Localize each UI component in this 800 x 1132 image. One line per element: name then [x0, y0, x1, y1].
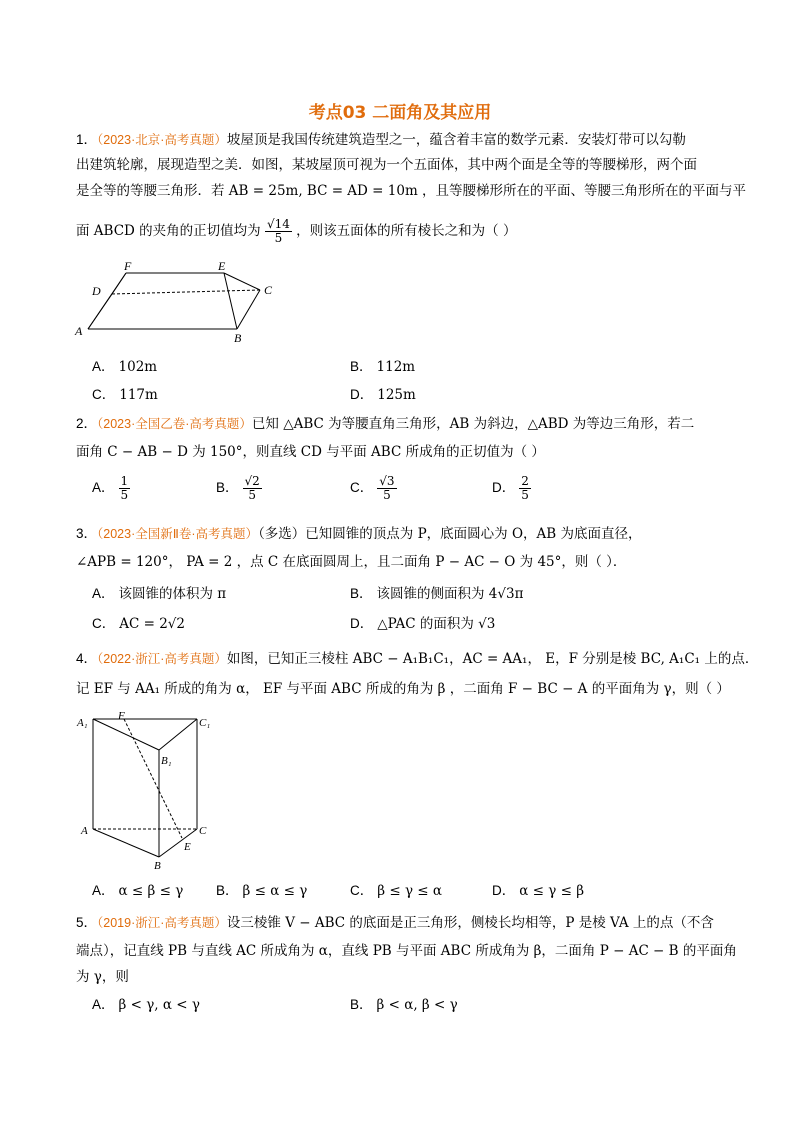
q1-option-a-text: 102m — [118, 359, 158, 375]
q4-label-c: C — [199, 825, 207, 837]
q5-option-b-label: B． — [350, 997, 373, 1012]
q1-text-1: 坡屋顶是我国传统建筑造型之一，蕴含着丰富的数学元素．安装灯带可以勾勒 — [226, 132, 686, 148]
q1-label-d: D — [92, 284, 101, 298]
q2-option-a-num: 1 — [120, 474, 129, 488]
q2-option-c-num: √3 — [379, 474, 395, 488]
q3-option-b[interactable] — [350, 584, 523, 604]
q1-label-a: A — [75, 324, 83, 338]
q1-edge-ad — [88, 294, 112, 329]
q2-option-d-num: 2 — [521, 474, 529, 488]
q1-label-c: C — [264, 283, 273, 297]
q1-label-b: B — [234, 331, 242, 345]
q2-option-c-frac — [377, 475, 396, 502]
q4-source: （2022·浙江·高考真题） — [97, 652, 227, 666]
q4-label-f: F — [118, 712, 125, 722]
q5-text-1: 设三棱锥 V − ABC 的底面是正三角形，侧棱长均相等，P 是棱 VA 上的点（不含 — [226, 915, 714, 931]
q5-option-b-text: β < α, β < γ — [376, 997, 458, 1013]
q1-option-b-text: 112m — [376, 359, 416, 375]
q4-edge-bc — [159, 829, 197, 857]
q1-fraction-den: 5 — [274, 231, 283, 245]
page-title: 考点03 二面角及其应用 — [308, 103, 492, 123]
q4-text-1: 如图，已知正三棱柱 ABC − A₁B₁C₁，AC = AA₁， E，F 分别是棱 BC, A₁C₁ 上的点． — [226, 651, 759, 667]
q4-option-c-label: C． — [350, 883, 374, 898]
q1-text-4b: ，则该五面体的所有棱长之和为（ ） — [296, 223, 517, 239]
q1-edge-df — [112, 273, 126, 294]
q4-label-a1: A₁ — [77, 717, 88, 729]
q2-option-d-den: 5 — [521, 488, 529, 502]
q1-source: （2023·北京·高考真题） — [97, 133, 227, 147]
q2-option-d-label: D． — [492, 480, 516, 495]
q4-option-b[interactable] — [216, 881, 307, 901]
q1-option-a-label: A． — [92, 359, 115, 374]
q1-option-b[interactable] — [350, 357, 415, 377]
q2-option-b-num: √2 — [244, 474, 260, 488]
q1-number: 1． — [76, 132, 98, 147]
q4-option-a[interactable] — [92, 881, 183, 901]
q1-option-d-text: 125m — [377, 387, 416, 403]
q5-option-a[interactable] — [92, 995, 200, 1015]
q3-option-d-label: D． — [350, 616, 374, 631]
q3-option-c[interactable] — [92, 614, 185, 634]
q1-line2: 出建筑轮廓，展现造型之美．如图，某坡屋顶可视为一个五面体，其中两个面是全等的等腰梯形，两个面 — [76, 157, 697, 173]
q4-option-c[interactable] — [350, 881, 442, 901]
q1-line1 — [76, 130, 686, 150]
q3-option-a-label: A． — [92, 586, 115, 601]
q5-line3: 为 γ，则 — [76, 969, 129, 985]
q5-option-a-text: β < γ, α < γ — [118, 997, 200, 1013]
q5-number: 5． — [76, 915, 98, 930]
q3-option-a-text: 该圆锥的体积为 π — [118, 586, 227, 602]
q3-source: （2023·全国新Ⅱ卷·高考真题） — [97, 527, 259, 541]
q1-option-c-text: 117m — [119, 387, 158, 403]
q2-option-b-den: 5 — [248, 488, 256, 502]
q2-option-a-den: 5 — [120, 488, 129, 502]
q2-option-c-label: C． — [350, 480, 374, 495]
q1-line4 — [76, 218, 516, 245]
q4-line1 — [76, 649, 758, 669]
q5-source: （2019·浙江·高考真题） — [97, 916, 227, 930]
q2-option-a[interactable] — [92, 475, 130, 502]
q4-edge-ab — [93, 829, 159, 857]
q2-line1 — [76, 414, 694, 434]
q2-option-d[interactable] — [492, 475, 531, 502]
q4-segment-ef — [124, 719, 182, 838]
q3-option-b-label: B． — [350, 586, 373, 601]
q3-option-b-text: 该圆锥的侧面积为 4√3π — [376, 586, 524, 602]
q3-line1 — [76, 524, 642, 544]
q1-option-c-label: C． — [92, 387, 116, 402]
q2-option-a-label: A． — [92, 480, 115, 495]
q1-figure — [74, 260, 284, 348]
q2-option-c[interactable] — [350, 475, 397, 502]
q4-line2: 记 EF 与 AA₁ 所成的角为 α， EF 与平面 ABC 所成的角为 β ，二面角 F − BC − A 的平面角为 γ，则（ ） — [76, 681, 730, 697]
q2-text-1: 已知 △ABC 为等腰直角三角形，AB 为斜边，△ABD 为等边三角形，若二 — [251, 416, 695, 432]
q4-label-a: A — [81, 825, 88, 837]
q1-option-d[interactable] — [350, 385, 416, 405]
q4-option-b-text: β ≤ α ≤ γ — [242, 883, 308, 899]
q3-number: 3． — [76, 526, 98, 541]
q2-line2: 面角 C − AB − D 为 150°，则直线 CD 与平面 ABC 所成角的正切值为（ ） — [76, 444, 545, 460]
q1-edge-bc — [237, 290, 260, 329]
q1-option-a[interactable] — [92, 357, 157, 377]
q4-option-a-text: α ≤ β ≤ γ — [118, 883, 184, 899]
q1-edge-dc — [112, 290, 260, 294]
q4-option-c-text: β ≤ γ ≤ α — [377, 883, 443, 899]
q2-option-a-frac — [119, 475, 131, 502]
q1-option-b-label: B． — [350, 359, 373, 374]
q2-option-b-label: B． — [216, 480, 239, 495]
q4-edge-b1c1 — [159, 719, 197, 750]
q3-line2: ∠APB = 120°， PA = 2 ，点 C 在底面圆周上，且二面角 P − AC − O 为 45°，则（ ）． — [76, 554, 627, 570]
q1-text-4a: 面 ABCD 的夹角的正切值均为 — [76, 223, 261, 239]
q4-label-b: B — [154, 860, 161, 872]
q4-label-e: E — [184, 841, 191, 853]
q2-source: （2023·全国乙卷·高考真题） — [97, 417, 252, 431]
q1-option-c[interactable] — [92, 385, 158, 405]
q4-option-d-text: α ≤ γ ≤ β — [519, 883, 585, 899]
q2-option-b-frac — [243, 475, 262, 502]
q1-line3: 是全等的等腰三角形．若 AB = 25m, BC = AD = 10m ，且等腰梯形所在的平面、等腰三角形所在的平面与平 — [76, 183, 747, 199]
q1-fraction — [265, 218, 292, 245]
q4-label-b1: B₁ — [161, 755, 172, 767]
q2-option-c-den: 5 — [383, 488, 391, 502]
q3-text-1: （多选）已知圆锥的顶点为 P，底面圆心为 O，AB 为底面直径， — [258, 526, 642, 542]
q4-option-a-label: A． — [92, 883, 115, 898]
q4-label-c1: C₁ — [199, 717, 211, 729]
q1-label-e: E — [218, 260, 226, 273]
q3-option-d-text: △PAC 的面积为 √3 — [377, 616, 496, 632]
q2-option-d-frac — [519, 475, 531, 502]
q3-option-a[interactable] — [92, 584, 226, 604]
q4-option-d-label: D． — [492, 883, 516, 898]
q1-fraction-num: √14 — [266, 217, 290, 231]
q4-figure — [74, 712, 224, 872]
q5-option-b[interactable] — [350, 995, 458, 1015]
q1-label-f: F — [124, 260, 132, 273]
q5-option-a-label: A． — [92, 997, 115, 1012]
q3-option-c-label: C． — [92, 616, 116, 631]
q2-number: 2． — [76, 416, 98, 431]
q3-option-d[interactable] — [350, 614, 495, 634]
q1-edge-be — [224, 273, 237, 329]
q2-option-b[interactable] — [216, 475, 262, 502]
q4-option-d[interactable] — [492, 881, 584, 901]
q5-line2: 端点），记直线 PB 与直线 AC 所成角为 α，直线 PB 与平面 ABC 所成角为 β，二面角 P − AC − B 的平面角 — [76, 943, 737, 959]
q1-edge-ec — [224, 273, 260, 290]
q3-option-c-text: AC = 2√2 — [119, 616, 186, 632]
q4-number: 4． — [76, 651, 98, 666]
q5-line1 — [76, 913, 714, 933]
q1-option-d-label: D． — [350, 387, 374, 402]
q4-option-b-label: B． — [216, 883, 239, 898]
